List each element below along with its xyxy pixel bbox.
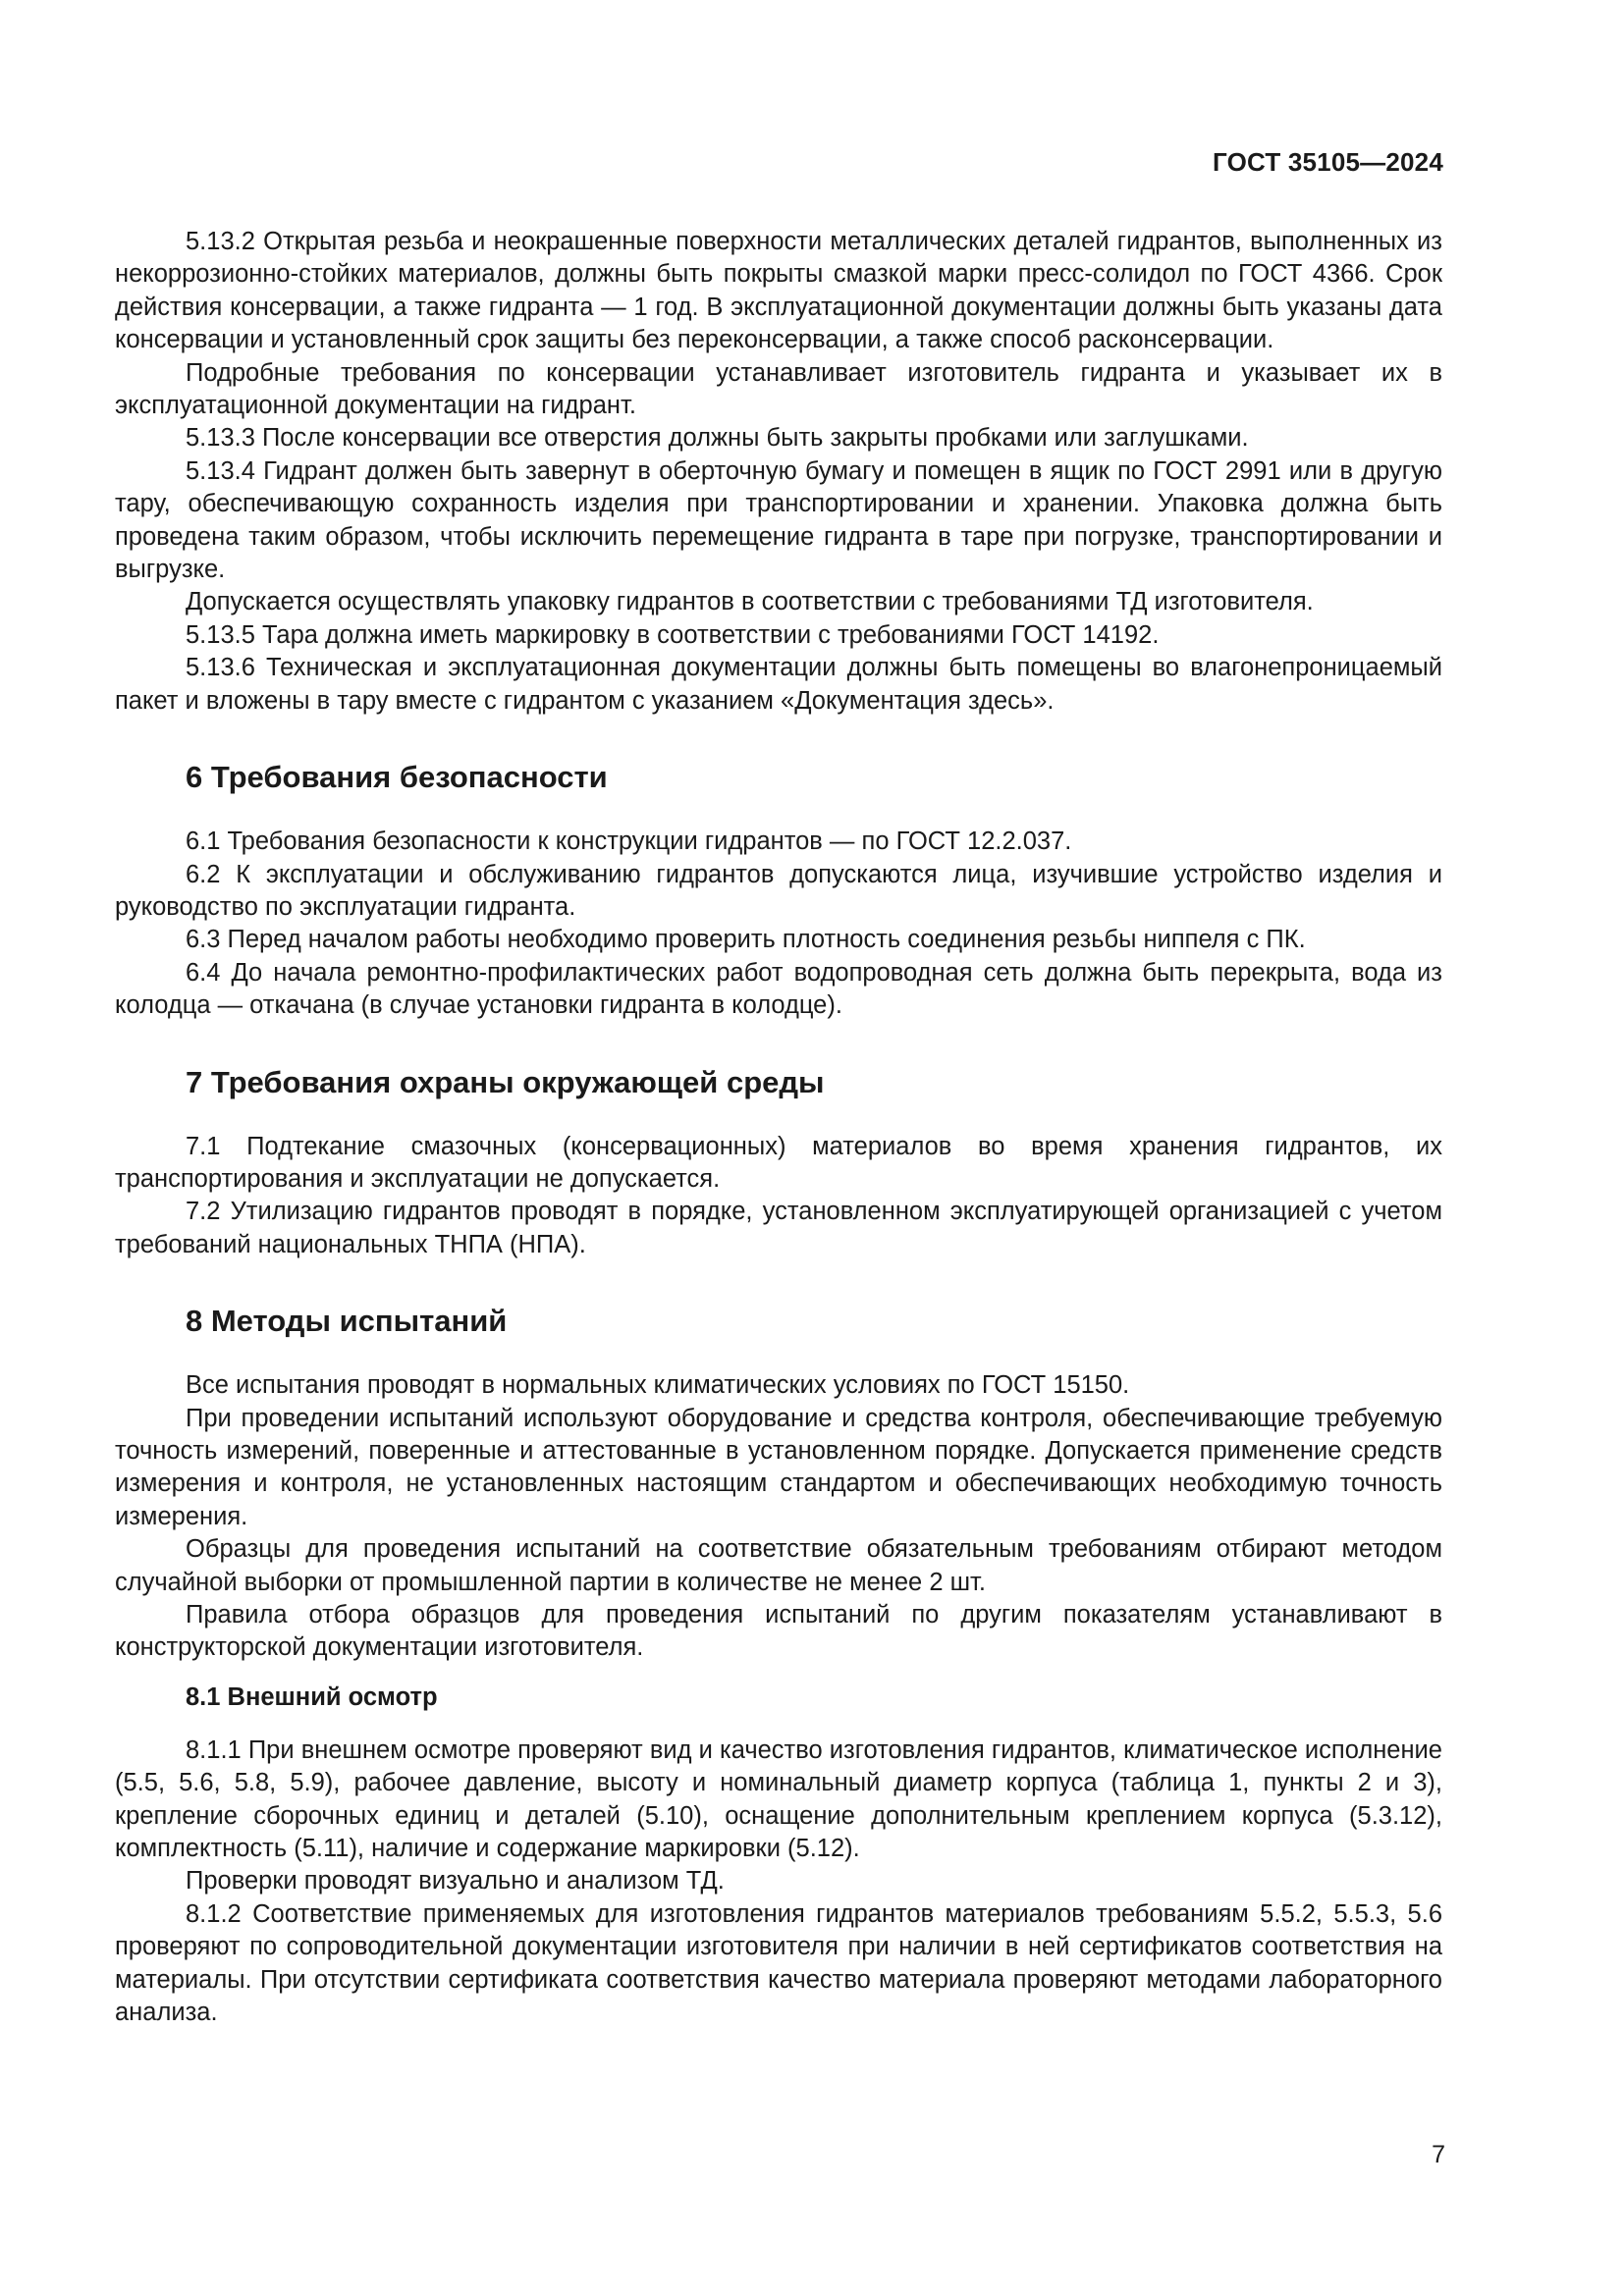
section-8-heading: 8 Методы испытаний [186, 1304, 508, 1339]
paragraph-5-13-2: 5.13.2 Открытая резьба и неокрашенные поверхности металлических деталей гидрантов, выполненных из некоррозионно-стойких материалов, должны быть покрыты смазкой марки пресс-солидол по ГОСТ 4366. Срок действия консервации, а также гидранта — 1 год. В эксплуатационной документации должны быть указаны дата консервации и установленный срок защиты без переконсервации, а также способ расконсервации. [115, 228, 1442, 354]
paragraph-8-equipment: При проведении испытаний используют оборудование и средства контроля, обеспечивающие требуемую точность измерений, поверенные и аттестованные в установленном порядке. Допускается применение средств измерения и контроля, не установленных настоящим стандартом и обеспечивающих необходимую точность измерения. [115, 1404, 1442, 1530]
paragraph-5-13-3: 5.13.3 После консервации все отверстия должны быть закрыты пробками или заглушками. [186, 424, 1249, 453]
paragraph-6-1: 6.1 Требования безопасности к конструкции гидрантов — по ГОСТ 12.2.037. [186, 828, 1072, 856]
section-7-heading: 7 Требования охраны окружающей среды [186, 1064, 825, 1099]
document-body [115, 226, 1442, 2029]
paragraph-6-2: 6.2 К эксплуатации и обслуживанию гидрантов допускаются лица, изучившие устройство изделия и руководство по эксплуатации гидранта. [115, 860, 1442, 921]
subsection-8-1-heading: 8.1 Внешний осмотр [186, 1682, 438, 1711]
paragraph-preservation-details: Подробные требования по консервации устанавливает изготовитель гидранта и указывает их в эксплуатационной документации на гидрант. [115, 358, 1442, 420]
paragraph-8-1-1: 8.1.1 При внешнем осмотре проверяют вид и качество изготовления гидрантов, климатическое исполнение (5.5, 5.6, 5.8, 5.9), рабочее давление, высоту и номинальный диаметр корпуса (таблица 1, пункты 2 и 3), крепление сборочных единиц и деталей (5.10), оснащение дополнительным креплением корпуса (5.3.12), комплектность (5.11), наличие и содержание маркировки (5.12). [115, 1735, 1442, 1863]
paragraph-5-13-6: 5.13.6 Техническая и эксплуатационная документации должны быть помещены во влагонепроницаемый пакет и вложены в тару вместе с гидрантом с указанием «Документация здесь». [115, 654, 1442, 715]
paragraph-6-4: 6.4 До начала ремонтно-профилактических работ водопроводная сеть должна быть перекрыта, вода из колодца — откачана (в случае установки гидранта в колодце). [115, 958, 1442, 1020]
paragraph-packaging-allowed: Допускается осуществлять упаковку гидрантов в соответствии с требованиями ТД изготовителя. [186, 588, 1314, 616]
paragraph-8-sampling-rules: Правила отбора образцов для проведения испытаний по другим показателям устанавливают в конструкторской документации изготовителя. [115, 1601, 1442, 1662]
paragraph-7-1: 7.1 Подтекание смазочных (консервационных) материалов во время хранения гидрантов, их транспортирования и эксплуатации не допускается. [115, 1132, 1442, 1193]
page-number: 7 [1432, 2141, 1445, 2168]
paragraph-8-conditions: Все испытания проводят в нормальных климатических условиях по ГОСТ 15150. [186, 1371, 1130, 1400]
paragraph-6-3: 6.3 Перед началом работы необходимо проверить плотность соединения резьбы ниппеля с ПК. [186, 926, 1306, 954]
document-header-id: ГОСТ 35105—2024 [1213, 147, 1443, 177]
section-6-heading: 6 Требования безопасности [186, 760, 608, 795]
paragraph-5-13-5: 5.13.5 Тара должна иметь маркировку в соответствии с требованиями ГОСТ 14192. [186, 620, 1160, 649]
paragraph-7-2: 7.2 Утилизацию гидрантов проводят в порядке, установленном эксплуатирующей организацией с учетом требований национальных ТНПА (НПА). [115, 1198, 1442, 1258]
paragraph-5-13-4: 5.13.4 Гидрант должен быть завернут в оберточную бумагу и помещен в ящик по ГОСТ 2991 или в другую тару, обеспечивающую сохранность изделия при транспортировании и хранении. Упаковка должна быть проведена таким образом, чтобы исключить перемещение гидранта в таре при погрузке, транспортировании и выгрузке. [115, 456, 1442, 584]
paragraph-checks-visual: Проверки проводят визуально и анализом ТД. [186, 1867, 725, 1896]
paragraph-8-samples: Образцы для проведения испытаний на соответствие обязательным требованиям отбирают методом случайной выборки от промышленной партии в количестве не менее 2 шт. [115, 1535, 1442, 1596]
paragraph-8-1-2: 8.1.2 Соответствие применяемых для изготовления гидрантов материалов требованиям 5.5.2, 5.5.3, 5.6 проверяют по сопроводительной документации изготовителя при наличии в ней сертификатов соответствия на материалы. При отсутствии сертификата соответствия качество материала проверяют методами лабораторного анализа. [115, 1899, 1442, 2027]
